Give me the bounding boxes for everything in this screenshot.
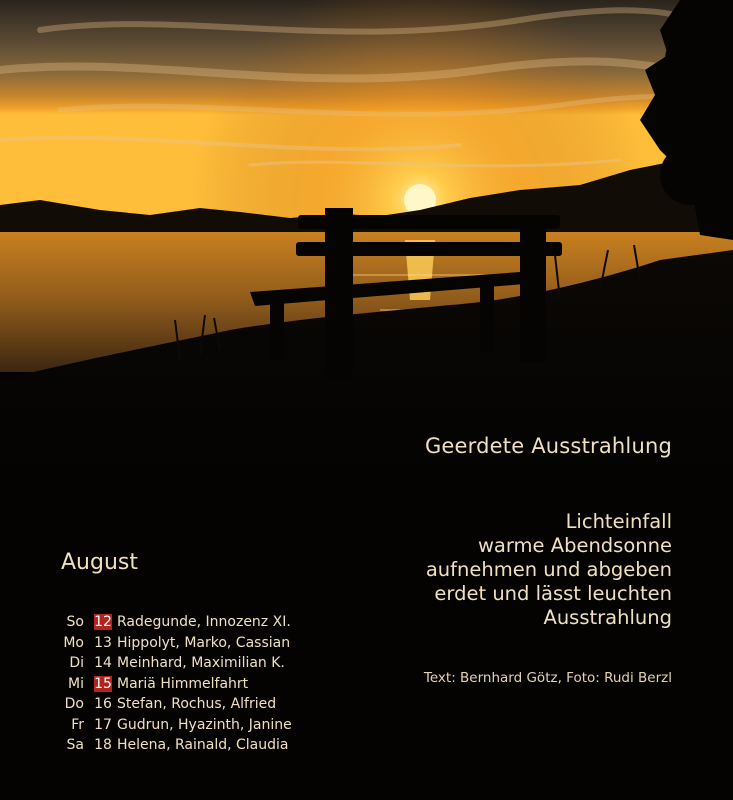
poem-line: erdet und lässt leuchten [434, 582, 672, 605]
day-number: 15 [94, 675, 112, 692]
day-number: 13 [94, 634, 112, 651]
poem-line: warme Abendsonne [477, 534, 672, 557]
poem-line: Ausstrahlung [543, 606, 672, 629]
name-days: Meinhard, Maximilian K. [117, 655, 285, 672]
calendar-row [60, 653, 292, 674]
calendar-row [60, 633, 292, 654]
calendar-row [60, 735, 292, 756]
weekday: Fr [71, 716, 84, 733]
weekday: Do [64, 696, 84, 713]
name-days: Mariä Himmelfahrt [117, 675, 249, 692]
name-days: Gudrun, Hyazinth, Janine [117, 716, 292, 733]
weekday: Mo [63, 634, 84, 651]
day-number: 14 [94, 655, 112, 672]
calendar-row [60, 674, 292, 695]
photo-title: Geerdete Ausstrahlung [424, 434, 672, 458]
month-title: August [61, 550, 138, 575]
name-days: Stefan, Rochus, Alfried [117, 696, 277, 713]
name-days: Hippolyt, Marko, Cassian [117, 634, 291, 651]
day-number: 17 [94, 716, 112, 733]
poem-line: Lichteinfall [565, 510, 672, 533]
weekday: So [66, 614, 84, 631]
day-number: 16 [94, 696, 112, 713]
name-days: Radegunde, Innozenz XI. [117, 614, 291, 631]
poem-line: aufnehmen und abgeben [425, 558, 672, 581]
poem [426, 510, 672, 630]
weekday: Sa [66, 737, 84, 754]
day-number: 18 [94, 737, 112, 754]
credit-line: Text: Bernhard Götz, Foto: Rudi Berzl [423, 670, 672, 686]
name-days: Helena, Rainald, Claudia [117, 737, 289, 754]
weekday: Mi [68, 675, 84, 692]
day-number: 12 [94, 614, 112, 631]
calendar-row [60, 694, 292, 715]
calendar-row [60, 612, 292, 633]
calendar-days [60, 612, 292, 756]
calendar-row [60, 715, 292, 736]
weekday: Di [69, 655, 84, 672]
